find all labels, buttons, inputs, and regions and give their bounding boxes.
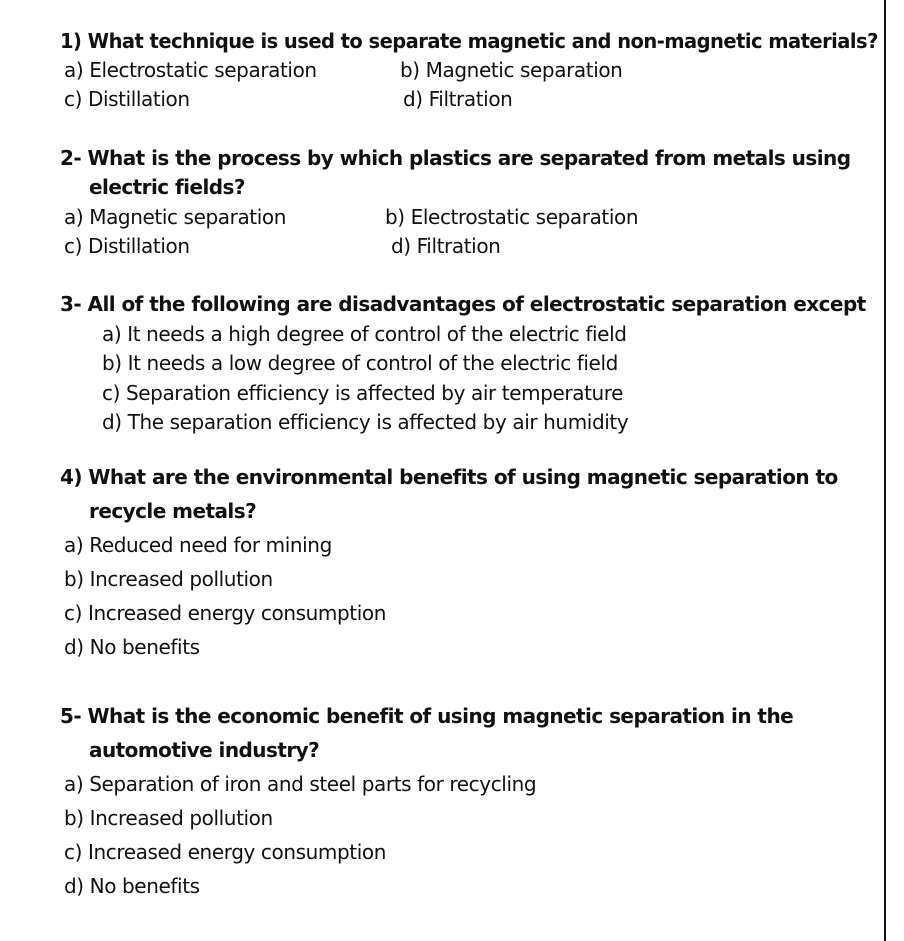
question-1-text: 1) What technique is used to separate magnetic and non-magnetic materials?: [60, 29, 878, 53]
question-5-text: 5- What is the economic benefit of using magnetic separation in the: [60, 704, 794, 728]
question-4-option-b: b) Increased pollution: [64, 567, 273, 591]
question-1-option-b: b) Magnetic separation: [400, 58, 623, 82]
question-4-text: 4) What are the environmental benefits of using magnetic separation to: [60, 465, 838, 489]
question-2-option-a: a) Magnetic separation: [64, 205, 287, 229]
question-5-option-d: d) No benefits: [64, 874, 200, 898]
question-2-option-b: b) Electrostatic separation: [385, 205, 639, 229]
question-5-option-c: c) Increased energy consumption: [64, 840, 386, 864]
question-3-text: 3- All of the following are disadvantages of electrostatic separation except: [60, 292, 866, 316]
question-4-text-continued: recycle metals?: [89, 499, 257, 523]
question-4-option-c: c) Increased energy consumption: [64, 601, 386, 625]
question-4-option-a: a) Reduced need for mining: [64, 533, 332, 557]
question-5-text-continued: automotive industry?: [89, 738, 320, 762]
question-4-option-d: d) No benefits: [64, 635, 200, 659]
question-5-option-a: a) Separation of iron and steel parts for recycling: [64, 772, 537, 796]
question-1-option-c: c) Distillation: [64, 87, 190, 111]
question-5-option-b: b) Increased pollution: [64, 806, 273, 830]
question-2-text: 2- What is the process by which plastics are separated from metals using: [60, 146, 851, 170]
question-3-option-d: d) The separation efficiency is affected by air humidity: [102, 410, 629, 434]
question-2-option-d: d) Filtration: [391, 234, 501, 258]
question-3-option-c: c) Separation efficiency is affected by air temperature: [102, 381, 624, 405]
page-border-line: [884, 0, 886, 941]
question-3-option-a: a) It needs a high degree of control of the electric field: [102, 322, 627, 346]
question-2-text-continued: electric fields?: [89, 175, 245, 199]
question-1-option-a: a) Electrostatic separation: [64, 58, 317, 82]
question-1-option-d: d) Filtration: [403, 87, 513, 111]
question-2-option-c: c) Distillation: [64, 234, 190, 258]
question-3-option-b: b) It needs a low degree of control of the electric field: [102, 351, 618, 375]
